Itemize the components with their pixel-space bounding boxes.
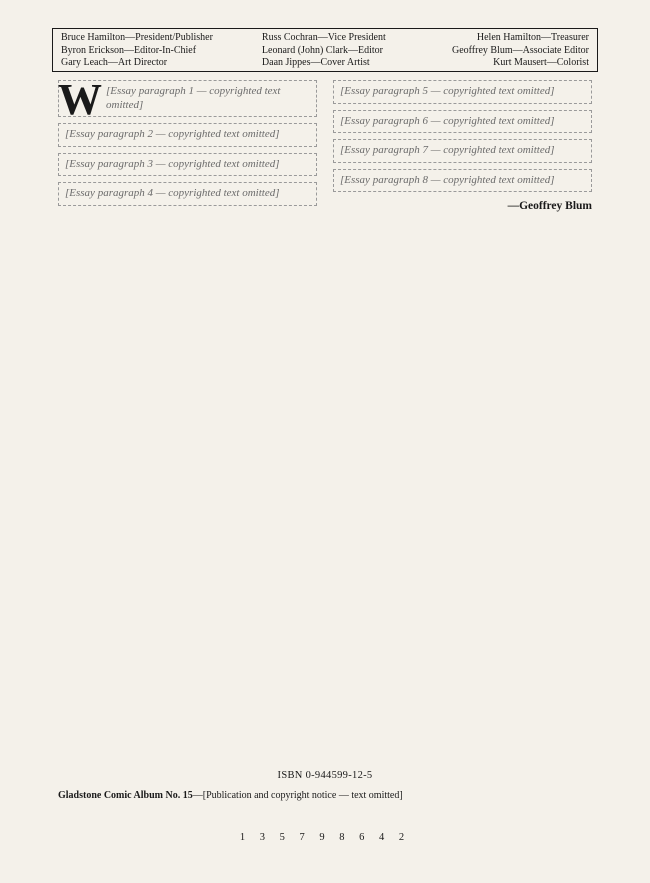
paragraph-placeholder: [Essay paragraph 5 — copyrighted text omitted] (333, 80, 592, 104)
credit-line: Gary Leach—Art Director (61, 57, 168, 68)
credit-line: Leonard (John) Clark—Editor (261, 44, 383, 56)
drop-cap: W (58, 75, 102, 124)
publication-notice-text: [Publication and copyright notice — text omitted] (202, 790, 403, 801)
paragraph-placeholder: [Essay paragraph 8 — copyrighted text omitted] (333, 169, 592, 193)
publication-title: Gladstone Comic Album No. 15 (58, 790, 193, 801)
article-paragraph (58, 182, 317, 206)
paragraph-placeholder: [Essay paragraph 3 — copyrighted text omitted] (58, 153, 317, 177)
article-paragraph (58, 75, 317, 124)
paragraph-placeholder: [Essay paragraph 4 — copyrighted text omitted] (58, 182, 317, 206)
paragraph-placeholder: [Essay paragraph 2 — copyrighted text omitted] (58, 123, 317, 147)
isbn-line: ISBN 0-944599-12-5 (277, 770, 373, 781)
credit-line: Daan Jippes—Cover Artist (261, 57, 370, 68)
article-paragraph (333, 110, 592, 134)
paragraph-placeholder: [Essay paragraph 6 — copyrighted text omitted] (333, 110, 592, 134)
paragraph-placeholder: [Essay paragraph 1 — copyrighted text omitted] (58, 80, 317, 117)
article-paragraph (333, 80, 592, 104)
printing-line: 1 3 5 7 9 8 6 4 2 (239, 832, 411, 843)
credits-column-3 (426, 32, 589, 70)
credit-line: Bruce Hamilton—President/Publisher (61, 32, 213, 43)
article-paragraph (58, 153, 317, 177)
credit-line: Byron Erickson—Editor-In-Chief (61, 44, 197, 56)
credit-line: Helen Hamilton—Treasurer (476, 32, 589, 43)
credits-column-1 (61, 32, 248, 70)
article-right-column (333, 80, 592, 214)
article-paragraph (333, 169, 592, 193)
paragraph-placeholder: [Essay paragraph 7 — copyrighted text omitted] (333, 139, 592, 163)
article-left-column (58, 75, 317, 214)
credit-line: Kurt Mausert—Colorist (493, 57, 589, 68)
article-body (58, 75, 592, 214)
credit-line: Russ Cochran—Vice President (261, 32, 386, 43)
author-signature: —Geoffrey Blum (507, 200, 592, 212)
credits-column-2 (256, 32, 419, 70)
staff-credits-box (52, 28, 598, 72)
article-paragraph (333, 139, 592, 163)
credit-line: Geoffrey Blum—Associate Editor (451, 44, 589, 56)
article-paragraph (58, 123, 317, 147)
publication-notice: Gladstone Comic Album No. 15—[Publication and copyright notice — text omitted] (58, 790, 403, 801)
